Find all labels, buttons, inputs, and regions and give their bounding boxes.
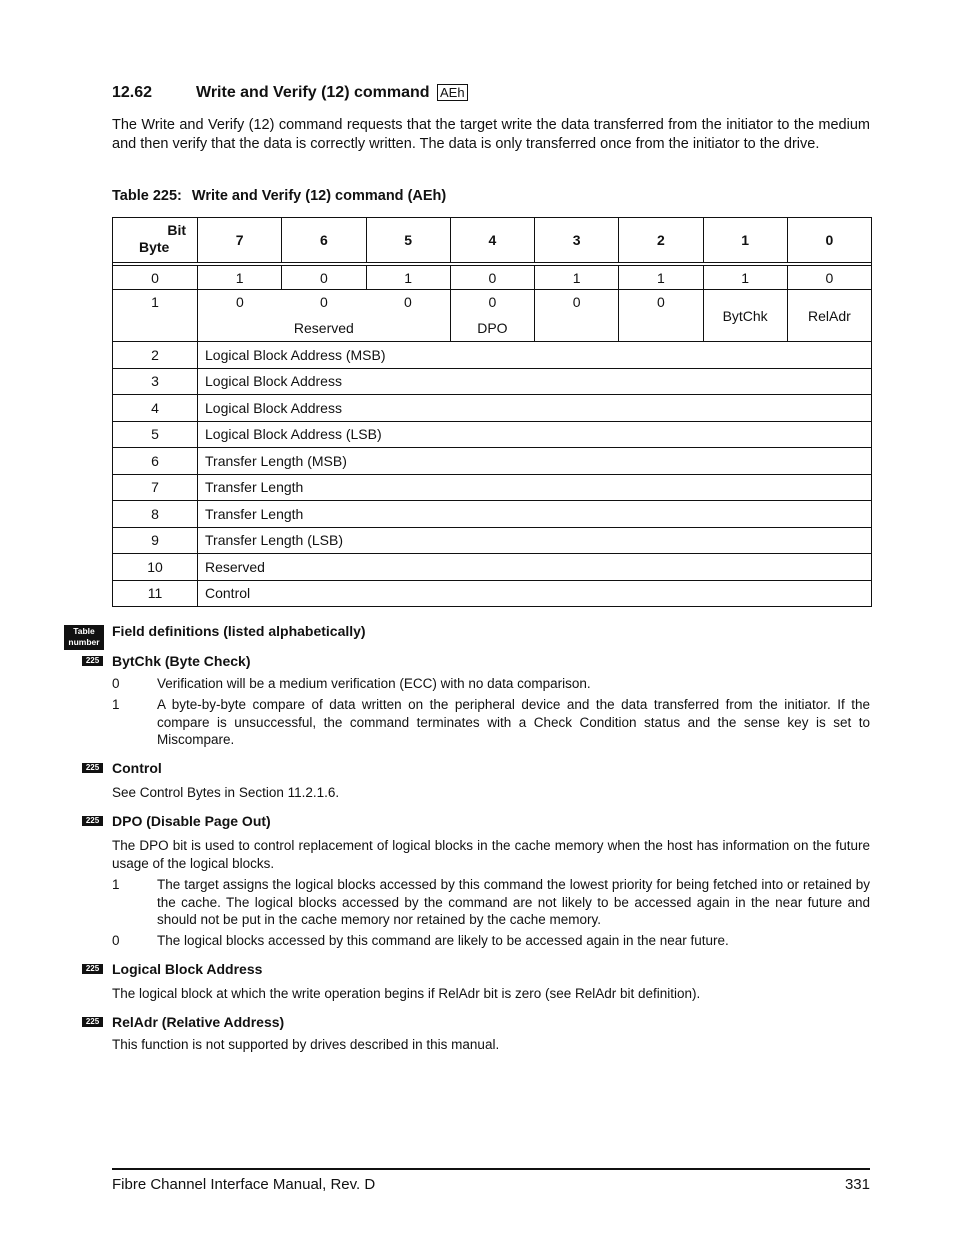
- bit-cell: [619, 290, 703, 342]
- table-row: [113, 474, 872, 501]
- reladr-cell: [787, 290, 871, 342]
- table-row: [113, 527, 872, 554]
- bit-value: 1: [535, 266, 619, 290]
- badge-line: number: [68, 637, 100, 647]
- dpo-value-1: 1: [112, 877, 120, 892]
- bit-value: 0: [450, 266, 534, 290]
- lba-title: Logical Block Address: [112, 961, 263, 977]
- table-caption-title: Write and Verify (12) command (AEh): [191, 188, 447, 204]
- bit-value: 0: [787, 266, 871, 290]
- bit-value: 0: [572, 294, 581, 310]
- table-header-row: [113, 218, 872, 263]
- field-definitions-heading: Field definitions (listed alphabetically): [112, 623, 366, 639]
- badge-line: Table: [73, 626, 95, 636]
- bit-value: 0: [235, 294, 244, 310]
- bytchk-cell: [703, 290, 787, 342]
- dpo-value-0: 0: [112, 933, 120, 948]
- reserved-bit: [366, 290, 450, 342]
- bit-cell: [535, 290, 619, 342]
- bit-header: 2: [619, 218, 703, 263]
- table-ref-badge: 225: [82, 1017, 103, 1027]
- field-cell: Logical Block Address: [198, 395, 872, 422]
- bit-header: 1: [703, 218, 787, 263]
- byte-cell: 8: [113, 501, 198, 528]
- control-title: Control: [112, 760, 162, 776]
- bytchk-text-0: Verification will be a medium verification (ECC) with no data comparison.: [157, 676, 591, 691]
- table-row: [113, 290, 872, 342]
- table-row: [113, 554, 872, 581]
- bit-header: 3: [535, 218, 619, 263]
- table-row: [113, 368, 872, 395]
- bit-value: 1: [366, 266, 450, 290]
- table-row: [113, 342, 872, 369]
- bit-value: 1: [619, 266, 703, 290]
- field-cell: Transfer Length: [198, 501, 872, 528]
- byte-cell: 6: [113, 448, 198, 475]
- bit-value: 0: [488, 294, 497, 310]
- bytchk-value-1: 1: [112, 697, 120, 712]
- byte-cell: 5: [113, 421, 198, 448]
- footer-title: Fibre Channel Interface Manual, Rev. D: [112, 1176, 376, 1193]
- field-cell: Logical Block Address (LSB): [198, 421, 872, 448]
- dpo-text-0: The logical blocks accessed by this command are likely to be accessed again in the near future.: [157, 933, 729, 948]
- intro-paragraph: The Write and Verify (12) command requests that the target write the data transferred from the initiator to the medium and then verify that the data is correctly written. The data is only transferred once from the initiator to the drive.: [112, 117, 870, 152]
- dpo-label: DPO: [477, 320, 508, 336]
- table-row: [113, 395, 872, 422]
- field-cell: Logical Block Address: [198, 368, 872, 395]
- dpo-text-1: The target assigns the logical blocks accessed by this command the lowest priority for being fetched into or retained by the cache. The logical blocks accessed by the command are not likely to be accessed again in the near future and should not be put in the cache memory nor retained by the cache memory.: [157, 877, 870, 927]
- byte-value: 1: [151, 294, 159, 310]
- table-ref-badge: 225: [82, 763, 103, 773]
- table-caption: [112, 188, 446, 204]
- reladr-label: RelAdr: [807, 307, 851, 324]
- byte-cell: 11: [113, 580, 198, 607]
- page-number: 331: [844, 1176, 870, 1193]
- control-text: See Control Bytes in Section 11.2.1.6.: [112, 785, 340, 800]
- bit-header: 5: [366, 218, 450, 263]
- byte-cell: [113, 290, 198, 342]
- field-cell: Reserved: [198, 554, 872, 581]
- dpo-text: The DPO bit is used to control replacement of logical blocks in the cache memory when the host has information on the future usage of the logical blocks.: [112, 838, 870, 871]
- bit-header: 4: [450, 218, 534, 263]
- bit-value: 1: [703, 266, 787, 290]
- corner-bit-label: Bit: [167, 222, 186, 238]
- section-number: 12.62: [112, 84, 153, 101]
- reladr-text: This function is not supported by drives described in this manual.: [112, 1037, 500, 1052]
- bit-value: 0: [403, 294, 412, 310]
- bit-value: 0: [656, 294, 665, 310]
- table-ref-badge: 225: [82, 816, 103, 826]
- bit-value: 1: [198, 266, 282, 290]
- table-row: [113, 421, 872, 448]
- byte-cell: 10: [113, 554, 198, 581]
- lba-text: The logical block at which the write operation begins if RelAdr bit is zero (see RelAdr bit definition).: [112, 986, 701, 1001]
- bytchk-text-1: A byte-by-byte compare of data written on the peripheral device and the data transferred from the initiator. If the compare is unsuccessful, the command terminates with a Check Condition status and the sense key is set to Miscompare.: [157, 697, 870, 747]
- bytchk-title: BytChk (Byte Check): [112, 653, 251, 669]
- table-row: [113, 580, 872, 607]
- bit-value: 0: [319, 294, 328, 310]
- bytchk-value-0: 0: [112, 676, 120, 691]
- bit-header: 0: [787, 218, 871, 263]
- reserved-bit: [282, 290, 366, 342]
- opcode-box: AEh: [437, 84, 468, 101]
- table-number-badge: [64, 625, 104, 650]
- field-cell: Control: [198, 580, 872, 607]
- table-row: [113, 501, 872, 528]
- byte-cell: 9: [113, 527, 198, 554]
- bit-header: 6: [282, 218, 366, 263]
- byte-cell: 7: [113, 474, 198, 501]
- bit-value: 0: [282, 266, 366, 290]
- reserved-label: Reserved: [293, 320, 354, 336]
- table-ref-badge: 225: [82, 964, 103, 974]
- table-caption-label: Table 225:: [112, 188, 182, 204]
- table-ref-badge: 225: [82, 656, 103, 666]
- dpo-bit: [450, 290, 534, 342]
- table-row: [113, 448, 872, 475]
- byte-cell: 4: [113, 395, 198, 422]
- field-cell: Transfer Length: [198, 474, 872, 501]
- footer-rule: [112, 1168, 870, 1170]
- command-table: [112, 217, 872, 607]
- corner-cell: [113, 218, 198, 263]
- bit-header: 7: [198, 218, 282, 263]
- reladr-title: RelAdr (Relative Address): [112, 1014, 285, 1030]
- corner-byte-label: Byte: [139, 239, 170, 255]
- bytchk-label: BytChk: [722, 307, 768, 324]
- reserved-bit: [198, 290, 282, 342]
- table-row: [113, 266, 872, 290]
- byte-cell: 3: [113, 368, 198, 395]
- dpo-title: DPO (Disable Page Out): [112, 813, 271, 829]
- field-cell: Transfer Length (MSB): [198, 448, 872, 475]
- field-cell: Logical Block Address (MSB): [198, 342, 872, 369]
- byte-cell: 0: [113, 266, 198, 290]
- byte-cell: 2: [113, 342, 198, 369]
- field-cell: Transfer Length (LSB): [198, 527, 872, 554]
- section-heading: [112, 84, 468, 102]
- section-title: Write and Verify (12) command: [196, 84, 430, 101]
